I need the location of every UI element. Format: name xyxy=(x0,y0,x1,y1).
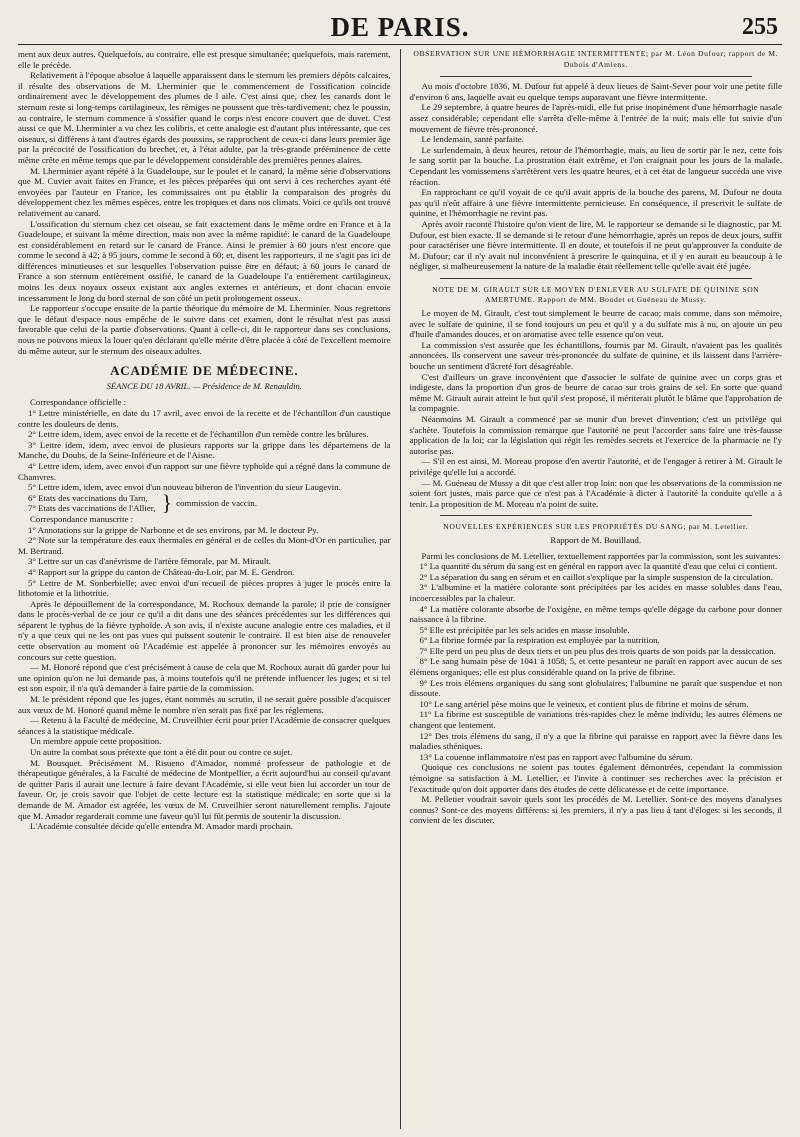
brace-symbol: } xyxy=(161,490,173,516)
left-column xyxy=(18,49,401,1129)
list-item: 10° Le sang artériel pèse moins que le veineux, et contient plus de fibrine et moins de sérum. xyxy=(419,698,749,709)
paragraph: Le surlendemain, à deux heures, retour de l'hémorrhagie, mais, au lieu de sortir par le nez, cette fois le sang sortit par la bouche. La prostration était extrême, et l'on craignait pour les jours de la malade. Cependant les vomissemens s'arrêtèrent vers les quatre heures, et à cet état de langueur succéda une vive réaction. xyxy=(409,144,782,187)
paragraph: L'ossification du sternum chez cet oiseau, se fait exactement dans le même ordre en France et à la Guadeloupe, et suivant la même direction, mais non avec la même rapidité: le canard de la Guadeloupe est considérablement en retard sur le canard de France. Ainsi le premier à 60 jours n'est encore que comme le second à 42; à 95 jours, comme le second à 60; et, disent les rapporteurs, il ne s'agit pas ici de différences minutieuses et sur lesquelles l'observation puisse être en défaut; à 60 jours le canard de France a son sternum entièrement ossifié, le canard de la Guadeloupe l'a entièrement cartilagineux, moins les deux noyaux osseux existant aux angles externes et antérieurs, et dont chacun envoie incessamment le long du bord sternal de son côté un petit prolongement osseux. xyxy=(18,218,391,303)
list-item: 11° La fibrine est susceptible de variations très-rapides chez le même individu; les autres élémens ne changent que lentement. xyxy=(409,709,782,731)
list-item: 13° La couenne inflammatoire n'est pas en rapport avec l'albumine du sérum. xyxy=(419,751,693,762)
section-title: ACADÉMIE DE MÉDECINE. xyxy=(110,363,299,379)
list-item: 9° Les trois élémens organiques du sang sont globulaires; l'albumine ne paraît que suspendue et non dissoute. xyxy=(409,677,782,699)
paragraph: — M. Guéneau de Mussy a dit que c'est aller trop loin: non que les observations de la commission ne soient fort justes, mais parce que ce n'est pas à l'Académie à dicter à l'autorité la conduite qu'elle a à tenir. La proposition de M. Moreau n'a point de suite. xyxy=(409,477,782,509)
paragraph: Le moyen de M. Girault, c'est tout simplement le beurre de cacao; mais comme, dans son mémoire, avec le sulfate de quinine, il se fond toujours un peu et qu'il y a du sulfate mis à nu, on ajoute un peu d'huile d'amandes douces, et on aromatise avec telle essence qu'on veut. xyxy=(409,308,782,340)
paragraph: Un autre la combat sous prétexte que tont a été dit pour ou contre ce sujet. xyxy=(30,747,293,757)
paragraph: — S'il en est ainsi, M. Moreau propose d'en avertir l'autorité, et de l'engager à retirer à M. Girault le privilége qu'elle lui a accordé. xyxy=(409,456,782,477)
running-title: DE PARIS. xyxy=(330,12,470,42)
list-item: 6° La fibrine formée par la respiration est employée par la nutrition. xyxy=(419,635,660,646)
paragraph: L'Académie consultée décide qu'elle entendra M. Amador mardi prochain. xyxy=(30,821,293,832)
paragraph: — Retenu à la Faculté de médecine, M. Cruveilhier écrit pour prier l'Académie de consacrer quelques séances à la statistique médicale. xyxy=(18,715,391,736)
divider xyxy=(440,515,753,516)
paragraph: M. Lherminier ayant répété à la Guadeloupe, sur le poulet et le canard, la même série d'observations que M. Cuvier avait faites en France, et les pièces préparées qui ont servi à ces recherches ayant été envoyées par l'auteur en France, les commissaires ont pu établir la comparaison des progrès du développement chez les mêmes espèces, entre les tropiques et dans nos climats. Voici ce qu'ils ont trouvé relativement au canard. xyxy=(18,165,391,218)
list-item: 2° Note sur la température des eaux thermales en général et de celles du Mont-d'Or en particulier, par M. Bertrand. xyxy=(18,535,391,556)
list-item: 4° Lettre idem, idem, avec envoi d'un rapport sur une fièvre typhoïde qui a régné dans la commune de Chamvres. xyxy=(18,460,391,482)
list-item: 3° Lettre idem, idem, avec envoi de plusieurs rapports sur la grippe dans les départemens de la Manche, du Doubs, de la Seine-Inférieure et de l'Aisne. xyxy=(18,439,391,461)
brace-group xyxy=(18,490,391,516)
list-item: 2° La séparation du sang en sérum et en caillot s'explique par la simple suspension de la circulation. xyxy=(419,571,773,582)
right-column xyxy=(401,49,783,1129)
list-item: 1° La quantité du sérum du sang est en général en rapport avec la quantité d'eau que celui ci contient. xyxy=(419,561,778,572)
article-heading: NOTE DE M. GIRAULT SUR LE MOYEN D'ENLEVER AU SULFATE DE QUININE SON AMERTUME. Rapport de MM. Boudet et Guéneau de Mussy. xyxy=(432,284,760,305)
list-item: 7° Etats des vaccinations de l'Allier, xyxy=(28,503,156,514)
paragraph: C'est d'ailleurs un grave inconvénient que d'associer le sulfate de quinine avec un corps gras et indigeste, dans la proportion d'un gros de beurre de cacao sur trois grains de sel. En sorte que quand même M. Girault aurait atteint le but qu'il s'est proposé, il mériterait plutôt le blâme que l'approbation de la compagnie. xyxy=(409,371,782,414)
list-item: 5° Lettre idem, idem, avec envoi d'un nouveau biberon de l'invention du sieur Laugevin. xyxy=(28,482,341,493)
list-item: 4° La matière colorante absorbe de l'oxigène, en même temps qu'elle dégage du carbone pour donner naissance à la fibrine. xyxy=(409,603,782,625)
article-heading: OBSERVATION SUR UNE HÉMORRHAGIE INTERMITTENTE; par M. Léon Dufour; rapport de M. Dubois d'Amiens. xyxy=(413,49,779,69)
paragraph: Après le dépouillement de la correspondance, M. Rochoux demande la parole; il prie de consigner dans le procès-verbal de ce jour ce qu'il a dit dans une des séances précédentes sur les différences qui séparent le typhus de la fièvre typhoïde. A son avis, il n'existe aucune analogie entre ces maladies, et il n'y a que ceux qui ne les ont pas vues qui puissent soutenir le contraire. Il est bien aise de renouveler cette observation au moment où l'Académie est appelée à prononcer sur les mémoires envoyés au concours sur cette question. xyxy=(18,598,391,662)
article-subheading: Rapport de M. Bouillaud. xyxy=(550,534,642,545)
paragraph: Quoique ces conclusions ne soient pas toutes également démontrées, cependant la commission témoigne sa satisfaction à M. Letellier, et l'invite à continuer ses recherches avec la précision et l'exactitude qu'on doit apporter dans des études de cette délicatesse et de cette importance. xyxy=(409,762,782,794)
list-item: 5° Elle est précipitée par les sels acides en masse insoluble. xyxy=(419,624,630,635)
paragraph: Relativement à l'époque absolue à laquelle apparaissent dans le sternum les premiers dépôts calcaires, il résulte des observations de M. Lherminier que le commencement de l'ossification coïncide ordinairement avec le développement des plumes de l aile. C'est ainsi que, chez les canards dont le sternum reste si long-temps cartilagineux, les rémiges ne poussent que très-tardivement; chez le poussin, au contraire, le sternum commence à s'ossifier quand le corps n'est encore couvert que de duvet. C'est aussi ce que M. Lherminier a vu chez les colibris, et cette analogie est d'autant plus intéressante, que ces oiseaux, si différens à tant d'autres égards des poussins, se rapprochent de ceux-ci dans leurs premier âge par la précocité de l'ossification du brechet, et, à l'état adulte, par la très-grande prééminence de cette même crête en même temps que par le développement considérable des premières pennes alaires. xyxy=(18,70,391,165)
paragraph: M. le président répond que les juges, étant nommés au scrutin, il ne serait guère possible d'acquiscer aux vœux de M. Honoré quand même le nombre n'en serait pas fixé par les réglemens. xyxy=(18,694,391,715)
list-item: 2° Lettre idem, idem, avec envoi de la recette et de l'échantillon d'un remède contre les brûlures. xyxy=(28,429,369,440)
paragraph: — M. Honoré répond que c'est précisément à cause de cela que M. Rochoux aurait dû garder pour lui une opinion qu'on ne lui demande pas, à moins toutefois qu'il ne prétende influencer les juges; et si tel est son espoir, il n'a qu'à demander à faire partie de la commission. xyxy=(18,662,391,694)
paragraph: M. Bousquet. Précisément M. Risueno d'Amador, nommé professeur de pathologie et de thérapeutique générales, à la Faculté de médecine de Montpellier, a écrit aujourd'hui au conseil qu'avant de quitter Paris il aurait une lecture à faire devant l'Académie, si elle veut bien lui accorder un tour de faveur. Or, je crois savoir que l'objet de cette lecture est la statistique médicale; en sorte que si la demande de M. Amador est agréée, les vœux de M. Cruveilhier seront naturellement remplis. J'ajoute que M. Amador regarderait comme une faveur qu'il lui fût permis de soutenir la discussion. xyxy=(18,757,391,821)
paragraph: Le 29 septembre, à quatre heures de l'après-midi, elle fut prise inopinément d'une hémorrhagie nasale assez considérable; cependant elle s'arrêta d'elle-même à l'entrée de la nuit; mais elle fut suivie d'un mouvement de fièvre très-prononcé. xyxy=(409,102,782,134)
page-header xyxy=(18,8,782,45)
paragraph: Après avoir raconté l'histoire qu'on vient de lire, M. le rapporteur se demande si le diagnostic, par M. Dufour, est bien exacte. Il se demande si le retour d'une hémorrhagie, après un repos de deux jours, suffit pour caractériser une fièvre intermittente. Il en doute, et toutefois il ne peut qu'approuver la conduite de M. Dufour; car il n'y avait nul inconvénient à prescrire le quinquina, et il y en aurait eu beaucoup à le négliger, si malheureusement la nature de la maladie était réellement telle qu'elle avait été jugée. xyxy=(409,218,782,272)
paragraph: Le rapporteur s'occupe ensuite de la partie théorique du mémoire de M. Lherminier. Nous regrettons que le défaut d'espace nous empêche de le suivre dans cet examen, dont le résultat n'est pas aussi favorable que celui de la partie d'observations. Quant à celle-ci, dit le rapporteur dans ses conclusions, nous ne pouvons mieux la louer qu'en déclarant qu'elle mérite d'être placée à côté de l'excellent memoire du même auteur, sur le sternum des oiseaux adultes. xyxy=(18,303,391,356)
list-item: 3° L'albumine et la matière colorante sont précipitées par les acides en masse solubles dans l'eau, incoercessibles par la chaleur. xyxy=(409,582,782,603)
paragraph: Néanmoins M. Girault a commencé par se munir d'un brevet d'invention; c'est un privilége qui s'achète. Toutefois la commission remarque que l'autorité ne peut l'accorder sans faire une très-fausse application de la loi; car la législation qui régit les remèdes secrets et l'exercice de la pharmacie ne l'y autorise pas. xyxy=(409,414,782,456)
subheading: Correspondance manuscrite : xyxy=(30,513,134,524)
brace-label: commission de vaccin. xyxy=(176,498,257,509)
paragraph: Au mois d'octobre 1836, M. Dufour fut appelé à deux lieues de Saint-Sever pour voir une petite fille d'environ 6 ans, laquelle avait eu quelque temps auparavant une fièvre intermittente. xyxy=(409,81,782,102)
session-line: SÉANCE DU 18 AVRIL. — Présidence de M. Renauldin. xyxy=(106,380,302,391)
page-number: 255 xyxy=(742,14,778,40)
list-item: 4° Rapport sur la grippe du canton de Château-du-Loir, par M. E. Gendron. xyxy=(28,566,295,577)
article-heading: NOUVELLES EXPÉRIENCES SUR LES PROPRIÉTÉS DU SANG; par M. Letellier. xyxy=(443,522,749,532)
paragraph: Parmi les conclusions de M. Letellier, textuellement rapportées par la commission, sont les suivantes: xyxy=(421,550,781,561)
columns xyxy=(18,49,782,1129)
paragraph: M. Pelletier voudrait savoir quels sont les procédés de M. Letellier. Sont-ce des moyens d'analyses connus? Sont-ce des moyens différens: si les premiers, il n'y a pas lieu à tant d'éloges: si les seconds, il convient de les discuter. xyxy=(409,794,782,826)
subheading: Correspondance officielle : xyxy=(30,397,127,408)
divider xyxy=(440,76,753,77)
paragraph: Le lendemain, santé parfaite. xyxy=(421,134,524,145)
list-item: 6° Etats des vaccinations du Tarn, xyxy=(28,492,148,503)
paragraph: Un membre appuie cette proposition. xyxy=(30,736,162,747)
paragraph: En rapprochant ce qu'il voyait de ce qu'il avait appris de la bouche des parens, M. Dufour ne douta pas qu'il n'eût affaire à une fièvre intermittente pernicieuse. En conséquence, il prescrivit le sulfate de quinine, et l'hémorrhagie ne revint pas. xyxy=(409,187,782,219)
list-item: 7° Elle perd un peu plus de deux tiers et un peu plus des trois quarts de son poids par la dessiccation. xyxy=(419,645,776,656)
paragraph: La commission s'est assurée que les échantillons, fournis par M. Girault, n'avaient pas les qualités annoncées. Ils conservent une saveur très-prononcée du sulfate de quinine, et ils laissent dans l'arrière-bouche un sentiment d'âcreté fort désagréable. xyxy=(409,339,782,372)
list-item: 3° Lettre sur un cas d'anévrisme de l'artère fémorale, par M. Mirault. xyxy=(28,556,271,567)
paragraph: ment aux deux autres. Quelquefois, au contraire, elle est presque simultanée; quelquefois, mais rarement, elle le précède. xyxy=(18,49,391,70)
list-item: 1° Lettre ministérielle, en date du 17 avril, avec envoi de la recette et de l'échantillon d'un caustique contre les douleurs de dents. xyxy=(18,408,391,429)
list-item: 12° Des trois élémens du sang, il n'y a que la fibrine qui paraisse en rapport avec la fièvre dans les maladies sthéniques. xyxy=(409,730,782,752)
list-item: 8° Le sang humain pèse de 1041 à 1058, 5, et cette pesanteur ne paraît en rapport avec aucun de ses élémens organiques; elle est plus considérable quand on la prive de fibrine. xyxy=(409,656,782,678)
divider xyxy=(440,278,753,279)
list-item: 1° Annotations sur la grippe de Narbonne et de ses environs, par M. le docteur Py. xyxy=(28,524,319,535)
list-item: 5° Lettre de M. Sonberbielle; avec envoi d'un recueil de pièces propres à juger le procès entre la lithotomie et la lithotritie. xyxy=(18,577,391,599)
